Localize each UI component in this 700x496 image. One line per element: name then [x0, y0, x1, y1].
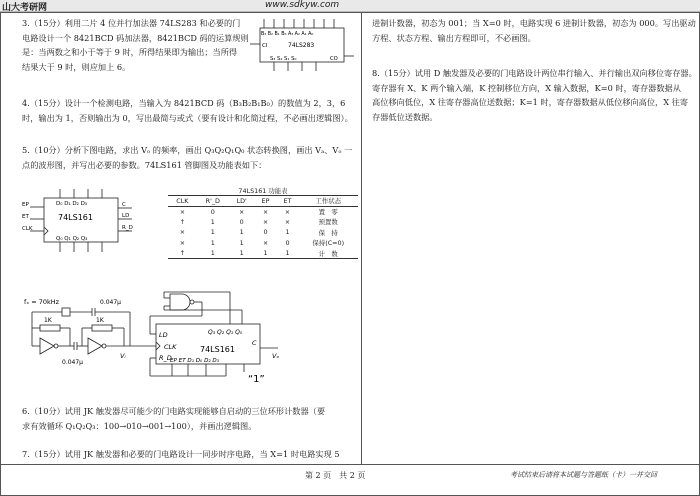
- cell: 1: [239, 238, 244, 247]
- function-table: [168, 186, 358, 259]
- question-5: [22, 143, 352, 172]
- pinout-clk: CLK: [22, 226, 33, 232]
- q8-line-1: 8.（15分）试用 D 触发器及必要的门电路设计两位串行输入、并行输出双向移位寄存器。: [372, 68, 697, 78]
- cell: 计 数: [318, 249, 338, 258]
- site-header: [0, 0, 700, 12]
- pinout-rd: R_D: [122, 225, 133, 231]
- question-3: [22, 16, 249, 74]
- table-row: [168, 217, 358, 228]
- cell: 0: [285, 238, 290, 247]
- cell: 保 持: [318, 228, 338, 237]
- cell: 1: [239, 228, 244, 237]
- q3-line-4: 结果大于 9 时，则应加上 6。: [22, 61, 131, 72]
- column-divider: [361, 12, 362, 464]
- cell: ×: [284, 217, 291, 226]
- counter-74ls161-pinout: [22, 186, 142, 256]
- table-row: [168, 206, 358, 217]
- cell: 0: [239, 217, 244, 226]
- circuit-ld: LD: [159, 331, 168, 339]
- page-number: 第 2 页 共 2 页: [305, 471, 366, 480]
- site-url: www.sdkyw.com: [265, 0, 340, 10]
- circuit-c: C: [252, 339, 257, 347]
- cell: 1: [239, 249, 244, 257]
- cell: 保持(C=0): [312, 239, 345, 248]
- circuit-r2: 1K: [96, 317, 104, 324]
- pinout-ep: EP: [22, 202, 29, 208]
- circuit-vo: Vₒ: [272, 352, 280, 360]
- circuit-logic-one: “1”: [248, 374, 265, 385]
- table-row: [168, 248, 358, 259]
- table-row: [168, 227, 358, 238]
- pinout-ld: LD: [122, 213, 130, 219]
- q7-cont-line-2: 方程、状态方程、输出方程即可，不必画图。: [372, 32, 536, 43]
- cell: 0: [210, 207, 215, 216]
- cell: ×: [262, 217, 269, 226]
- cell: 1: [210, 249, 215, 257]
- table-header-state: 工作状态: [315, 197, 342, 206]
- q5-line-2: 点的波形图，并写出必要的参数。74LS161 管脚图及功能表如下：: [22, 159, 267, 170]
- cell: 预置数: [318, 218, 338, 227]
- adder-top-pins: B₃ B₂ B₁ B₀ A₃ A₂ A₁ A₀: [261, 32, 314, 37]
- cell: ×: [262, 238, 269, 247]
- adder-74ls283-diagram: [250, 16, 358, 72]
- cell: ×: [179, 238, 186, 247]
- question-7: [22, 447, 340, 462]
- cell: ×: [239, 207, 245, 216]
- pinout-c: C: [122, 202, 126, 208]
- q8-line-3: 高位移向低位，X 往寄存器高位送数据；K=1 时，寄存器数据从低位移向高位，X 往寄: [372, 97, 689, 107]
- circuit-rd: R_D: [159, 354, 172, 362]
- q8-line-4: 存器低位送数据。: [372, 111, 438, 122]
- function-table-grid: [168, 195, 358, 259]
- question-4: [22, 96, 353, 125]
- circuit-chip-name: 74LS161: [200, 345, 235, 354]
- cell: 置 零: [318, 208, 338, 216]
- q8-line-2: 寄存器有 X、K 两个输入端，K 控制移位方向，X 输入数据，K=0 时，寄存器数据从: [372, 82, 681, 93]
- cell: ×: [179, 207, 186, 216]
- q6-line-1: 6.（10分）试用 JK 触发器尽可能少的门电路实现能够自启动的三位环形计数器（要: [22, 406, 326, 416]
- table-header-ep: EP: [261, 196, 270, 205]
- q7-cont-line-1: 进制计数器，初态为 001；当 X=0 时，电路实现 6 进制计数器，初态为 000。写出驱动: [372, 18, 696, 28]
- q3-line-1: 3.（15分）利用二片 4 位并行加法器 74LS283 和必要的门: [22, 18, 241, 28]
- pinout-d-pins: D₀ D₁ D₂ D₃: [56, 201, 88, 207]
- cell: 0: [263, 228, 268, 237]
- q7-line-1: 7.（15分）试用 JK 触发器和必要的门电路设计一同步时序电路，当 X=1 时电路实现 5: [22, 449, 340, 459]
- q3-line-3: 是：当两数之和小于等于 9 时，所得结果即为输出；当所得: [22, 47, 238, 57]
- table-header-rd: R'_D: [205, 196, 220, 205]
- circuit-clk: CLK: [164, 343, 177, 351]
- oscillator-counter-circuit: [22, 290, 322, 388]
- cell: 1: [210, 217, 215, 226]
- question-8: [372, 66, 697, 124]
- table-header-et: ET: [283, 196, 292, 205]
- table-header-clk: CLK: [176, 196, 189, 205]
- q4-line-1: 4.（15分）设计一个检测电路，当输入为 8421BCD 码（B₃B₂B₁B₀）的数值为 2，3，6: [22, 98, 346, 108]
- footer-note: 考试结束后请将本试题与答题纸（卡）一并交回: [510, 471, 657, 479]
- circuit-q-pins: Q₃ Q₂ Q₁ Q₀: [208, 329, 243, 336]
- cell: ↑: [179, 249, 186, 257]
- cell: 1: [285, 249, 290, 257]
- pinout-et: ET: [22, 214, 29, 220]
- pinout-q-pins: Q₀ Q₁ Q₂ Q₃: [56, 236, 88, 242]
- q4-line-2: 时，输出为 1，否则输出为 0，写出最简与或式（要有设计和化简过程，不必画出逻辑图）。: [22, 112, 353, 123]
- site-name: 山大考研网: [2, 3, 48, 13]
- cell: ×: [179, 228, 186, 237]
- function-table-title: 74LS161 功能表: [238, 187, 288, 195]
- adder-sum-pins: S₃ S₂ S₁ S₀: [270, 56, 297, 62]
- q6-line-2: 求有效循环 Q₁Q₂Q₃：100→010→001→100），并画出逻辑图。: [22, 420, 257, 431]
- circuit-cap-2: 0.047μ: [62, 359, 83, 366]
- q5-line-1: 5.（10分）分析下图电路，求出 Vₒ 的频率，画出 Q₃Q₂Q₁Q₀ 状态转换图，画出 Vₐ、Vₒ 一: [22, 145, 353, 155]
- cell: ×: [284, 207, 291, 216]
- cell: ↑: [179, 217, 186, 226]
- circuit-cap-1: 0.047μ: [100, 299, 121, 306]
- cell: 1: [263, 249, 268, 257]
- circuit-r1: 1K: [44, 317, 52, 324]
- adder-chip-name: 74LS283: [288, 42, 315, 49]
- cell: 1: [210, 238, 215, 247]
- cell: 1: [285, 228, 290, 237]
- cell: 1: [210, 228, 215, 237]
- question-6: [22, 404, 325, 433]
- footer-rule: [0, 464, 700, 465]
- table-row: [168, 238, 358, 249]
- pinout-chip-name: 74LS161: [58, 213, 93, 222]
- circuit-vi: Vᵢ: [120, 352, 126, 360]
- question-7-continued: [372, 16, 696, 45]
- q3-line-2: 电路设计一个 8421BCD 码加法器，8421BCD 码的运算规则: [22, 32, 249, 43]
- adder-ci-label: CI: [262, 43, 268, 49]
- table-header-ld: LD': [236, 196, 247, 205]
- circuit-frequency: fₓ = 70kHz: [24, 298, 60, 306]
- cell: ×: [262, 207, 269, 216]
- circuit-bottom-pins: EP ET D₁ D₀ D₂ D₃: [170, 358, 219, 364]
- adder-co-label: CO: [330, 56, 338, 62]
